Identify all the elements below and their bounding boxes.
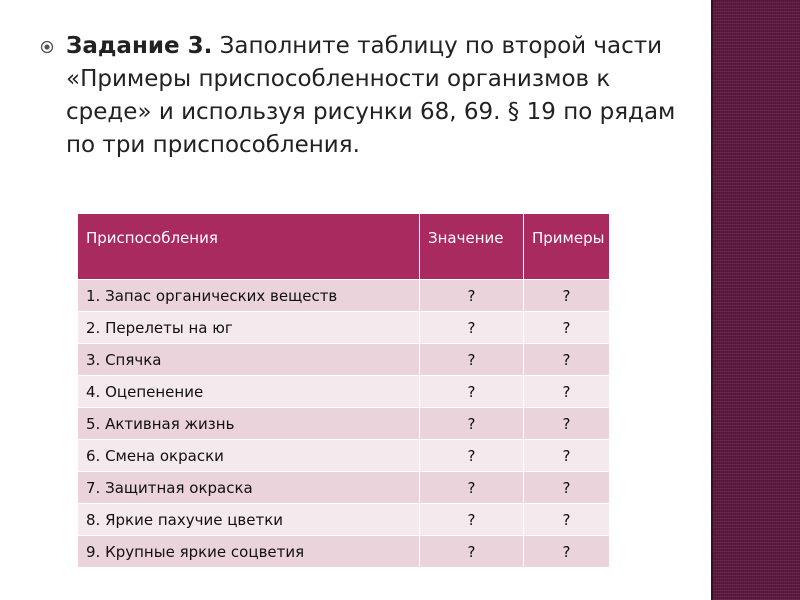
adaptation-cell: 2. Перелеты на юг [78, 312, 420, 344]
task-body: Заполните таблицу по второй части «Примеры приспособленности организмов к среде» и используя рисунки 68, 69. § 19 по рядам по три приспособления. [66, 33, 676, 158]
adaptation-cell: 3. Спячка [78, 344, 420, 376]
adaptation-cell: 4. Оцепенение [78, 376, 420, 408]
table-row [78, 472, 610, 504]
task-text-block [40, 30, 680, 162]
adaptation-cell: 9. Крупные яркие соцветия [78, 536, 420, 568]
examples-cell: ? [524, 440, 610, 472]
examples-cell: ? [524, 344, 610, 376]
table-row [78, 312, 610, 344]
meaning-cell: ? [420, 376, 524, 408]
adaptation-cell: 6. Смена окраски [78, 440, 420, 472]
table-row [78, 408, 610, 440]
examples-cell: ? [524, 472, 610, 504]
adaptation-cell: 5. Активная жизнь [78, 408, 420, 440]
task-paragraph [66, 30, 680, 162]
table-header-row [78, 214, 610, 280]
meaning-cell: ? [420, 536, 524, 568]
header-examples: Примеры [524, 214, 610, 280]
table-row [78, 376, 610, 408]
meaning-cell: ? [420, 312, 524, 344]
table-row [78, 536, 610, 568]
examples-cell: ? [524, 280, 610, 312]
adaptation-cell: 8. Яркие пахучие цветки [78, 504, 420, 536]
meaning-cell: ? [420, 408, 524, 440]
adaptation-cell: 7. Защитная окраска [78, 472, 420, 504]
decorative-side-stripe [711, 0, 800, 600]
examples-cell: ? [524, 536, 610, 568]
table-row [78, 344, 610, 376]
examples-cell: ? [524, 504, 610, 536]
adaptations-table [78, 214, 610, 568]
header-meaning: Значение [420, 214, 524, 280]
table-row [78, 440, 610, 472]
examples-cell: ? [524, 376, 610, 408]
meaning-cell: ? [420, 504, 524, 536]
examples-cell: ? [524, 312, 610, 344]
examples-cell: ? [524, 408, 610, 440]
adaptation-cell: 1. Запас органических веществ [78, 280, 420, 312]
meaning-cell: ? [420, 440, 524, 472]
meaning-cell: ? [420, 280, 524, 312]
meaning-cell: ? [420, 472, 524, 504]
table-row [78, 280, 610, 312]
header-adaptations: Приспособления [78, 214, 420, 280]
task-title: Задание 3. [66, 33, 213, 59]
table-row [78, 504, 610, 536]
circle-bullet-icon [40, 40, 54, 54]
meaning-cell: ? [420, 344, 524, 376]
